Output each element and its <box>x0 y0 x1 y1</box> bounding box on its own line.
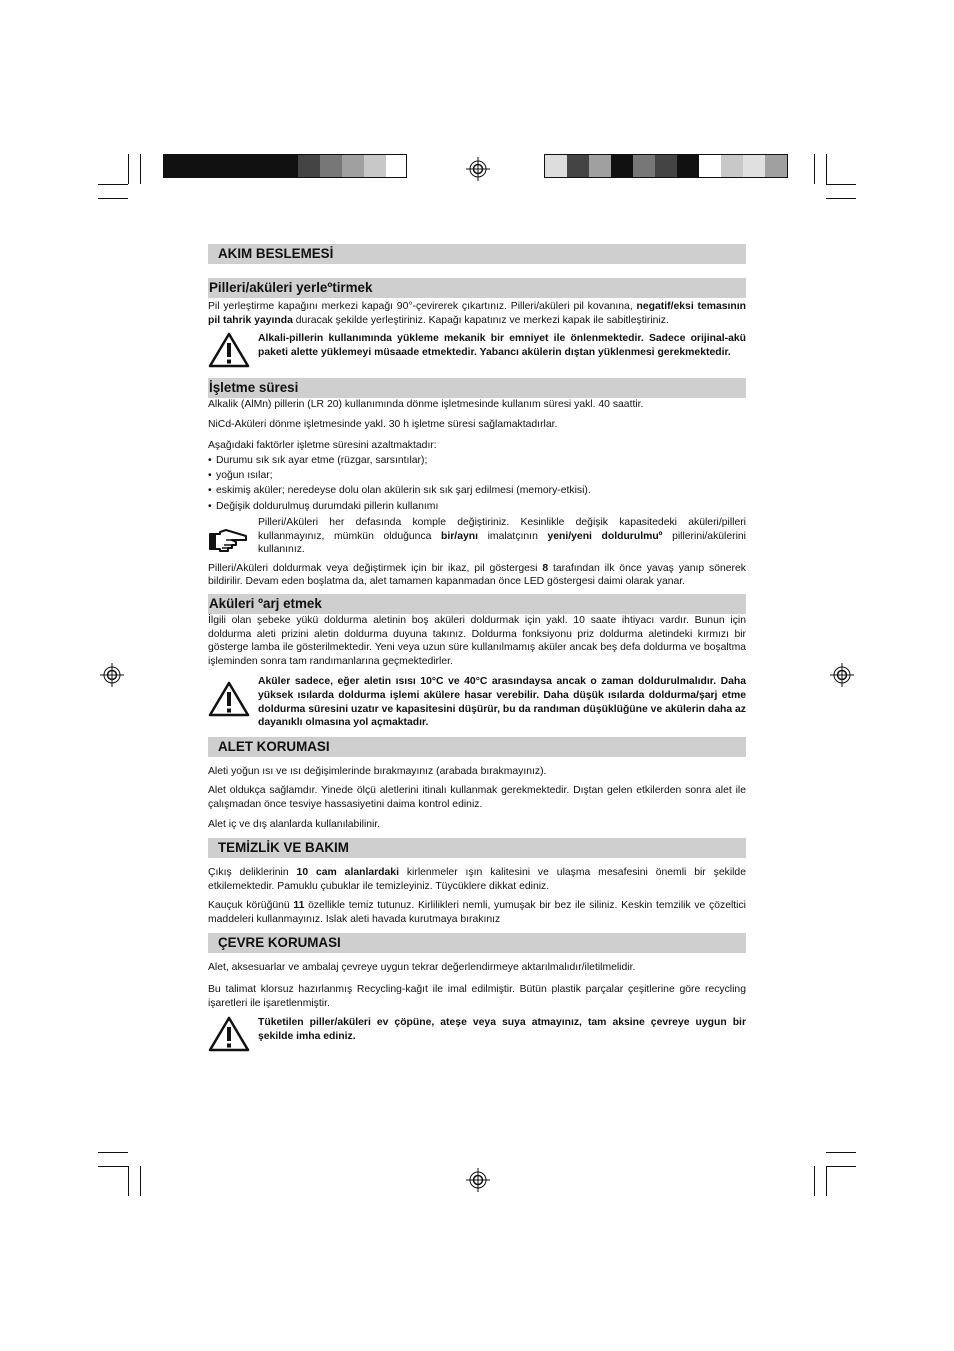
paragraph: Alkalik (AlMn) pillerin (LR 20) kullanımında dönme işletmesinde kullanım süresi yakl. 40 saattir. <box>208 398 644 410</box>
registration-target-icon <box>830 663 854 687</box>
paragraph: Çıkış deliklerinin 10 cam alanlardaki kirlenmeler ışın kalitesini ve ulaşma mesafesini önemli bir şekilde etkilemektedir. Pamuklu çubuklar ile temizleyiniz. Tüycüklere dikkat ediniz. <box>208 867 746 892</box>
warning-text: Aküler sadece, eğer aletin ısısı 10°C ve 40°C arasındaysa ancak o zaman doldurulmalıdır. Daha yüksek ısılarda doldurma işlemi akülere hasar verebilir. Daha düşük ısılarda doldurma/şarj etme doldurma süresini uzatır ve kapasitesini düşürür, bu da randıman düşüklüğüne ve akülerin daha az dayanıklı olmasına yol açmaktadır. <box>258 676 746 729</box>
section-heading-power: AKIM BESLEMESİ <box>208 244 746 264</box>
factor-list <box>208 453 746 515</box>
paragraph: Aşağıdaki faktörler işletme süresini azaltmaktadır: <box>208 439 437 451</box>
paragraph: Alet, aksesuarlar ve ambalaj çevreye uygun tekrar değerlendirmeye aktarılmalıdır/iletilmelidir. <box>208 962 636 974</box>
warning-block <box>208 1016 746 1057</box>
section-heading-runtime: İşletme süresi <box>208 378 746 398</box>
paragraph: Alet iç ve dış alanlarda kullanılabilinir. <box>208 818 381 830</box>
section-heading-insert: Pilleri/aküleri yerleºtirmek <box>208 278 746 298</box>
warning-text: Tüketilen piller/aküleri ev çöpüne, ateşe veya suya atmayınız, tam aksine çevreye uygun bir şekilde imha ediniz. <box>258 1017 746 1042</box>
registration-target-icon <box>100 663 124 687</box>
document-body <box>208 244 746 1057</box>
warning-block <box>208 675 746 729</box>
warning-triangle-icon <box>208 332 250 368</box>
warning-text: Alkali-pillerin kullanımında yükleme mekanik bir emniyet ile önlenmektedir. Sadece orijinal-akü paketi alette yüklemeyi müsaade etmektedir. Yabancı akülerin dıştan yüklenmesi gerekmektedir. <box>258 333 746 358</box>
note-text: Pilleri/Aküleri her defasında komple değiştiriniz. Kesinlikle değişik kapasitedeki aküleri/pilleri kullanmayınız, mümkün olduğunca bir/aynı imalatçının yeni/yeni doldurulmuº pillerini/akülerini kullanınız. <box>258 517 746 556</box>
paragraph: Aleti yoğun ısı ve ısı değişimlerinde bırakmayınız (arabada bırakmayınız). <box>208 765 547 777</box>
paragraph: Bu talimat klorsuz hazırlanmış Recycling-kağıt ile imal edilmiştir. Bütün plastik parçalar çeşitlerine göre recycling işaretleri ile işaretlenmiştir. <box>208 984 746 1009</box>
paragraph: Pilleri/Aküleri doldurmak veya değiştirmek için bir ikaz, pil göstergesi 8 tarafından ilk önce yavaş yanıp sönerek bildirilir. Devam eden boşlatma da, alet tamamen kapanmadan önce LED göstergesi daimi olarak yanar. <box>208 562 746 588</box>
color-bar-right <box>544 154 788 178</box>
paragraph: NiCd-Aküleri dönme işletmesinde yakl. 30 h işletme süresi sağlamaktadırlar. <box>208 419 558 431</box>
paragraph: Pil yerleştirme kapağını merkezi kapağı 90°-çevirerek çıkartınız. Pilleri/aküleri pil kovanına, negatif/eksi temasının pil tahrik yayında duracak şekilde yerleştiriniz. Kapağı kapatınız ve merkezi kapak ile sabitleştiriniz. <box>208 301 747 326</box>
paragraph: Alet oldukça sağlamdır. Yinede ölçü aletlerini itinalı kullanmak gerekmektedir. Dıştan gelen etkilerden sonra alet ile çalışmadan önce tesviye hassasiyetini daima kontrol ediniz. <box>208 785 746 810</box>
warning-block <box>208 332 746 373</box>
list-item: • Durumu sık sık ayar etme (rüzgar, sarsıntılar); <box>208 453 746 468</box>
warning-triangle-icon <box>208 681 250 717</box>
note-block <box>208 516 746 559</box>
paragraph: İlgili olan şebeke yükü doldurma aletinin boş aküleri doldurmak için yakl. 10 saate ihtiyacı vardır. Bunun için doldurma aleti prizini aletin doldurma duyuna takınız. Doldurma fonksiyonu priz doldurma aletindeki kırmızı bir gösterge lamba ile gösterilmektedir. Yeni veya uzun süre kullanılmamış aküler ancak beş defa doldurma ve boşaltma işleminden sonra tam randımanlarına geçmektedirler. <box>208 614 746 667</box>
color-bar-left <box>163 154 407 178</box>
registration-target-icon <box>466 157 490 181</box>
registration-target-icon <box>466 1168 490 1192</box>
list-item: • yoğun ısılar; <box>208 468 746 483</box>
pointing-hand-icon <box>208 528 250 554</box>
section-heading-clean: TEMİZLİK VE BAKIM <box>208 838 746 858</box>
section-heading-charge: Aküleri ºarj etmek <box>208 594 746 614</box>
paragraph: Kauçuk körüğünü 11 özellikle temiz tutunuz. Kirlilikleri nemli, yumuşak bir bez ile siliniz. Keskin temzilik ve çözeltici maddeleri kullanmayınız. Islak aleti havada kurutmaya bırakınız <box>208 900 746 925</box>
list-item: • Değişik doldurulmuş durumdaki pillerin kullanımı <box>208 499 746 514</box>
section-heading-env: ÇEVRE KORUMASI <box>208 933 746 953</box>
section-heading-protect: ALET KORUMASI <box>208 737 746 757</box>
warning-triangle-icon <box>208 1016 250 1052</box>
list-item: • eskimiş aküler; neredeyse dolu olan akülerin sık sık şarj edilmesi (memory-etkisi). <box>208 483 746 498</box>
